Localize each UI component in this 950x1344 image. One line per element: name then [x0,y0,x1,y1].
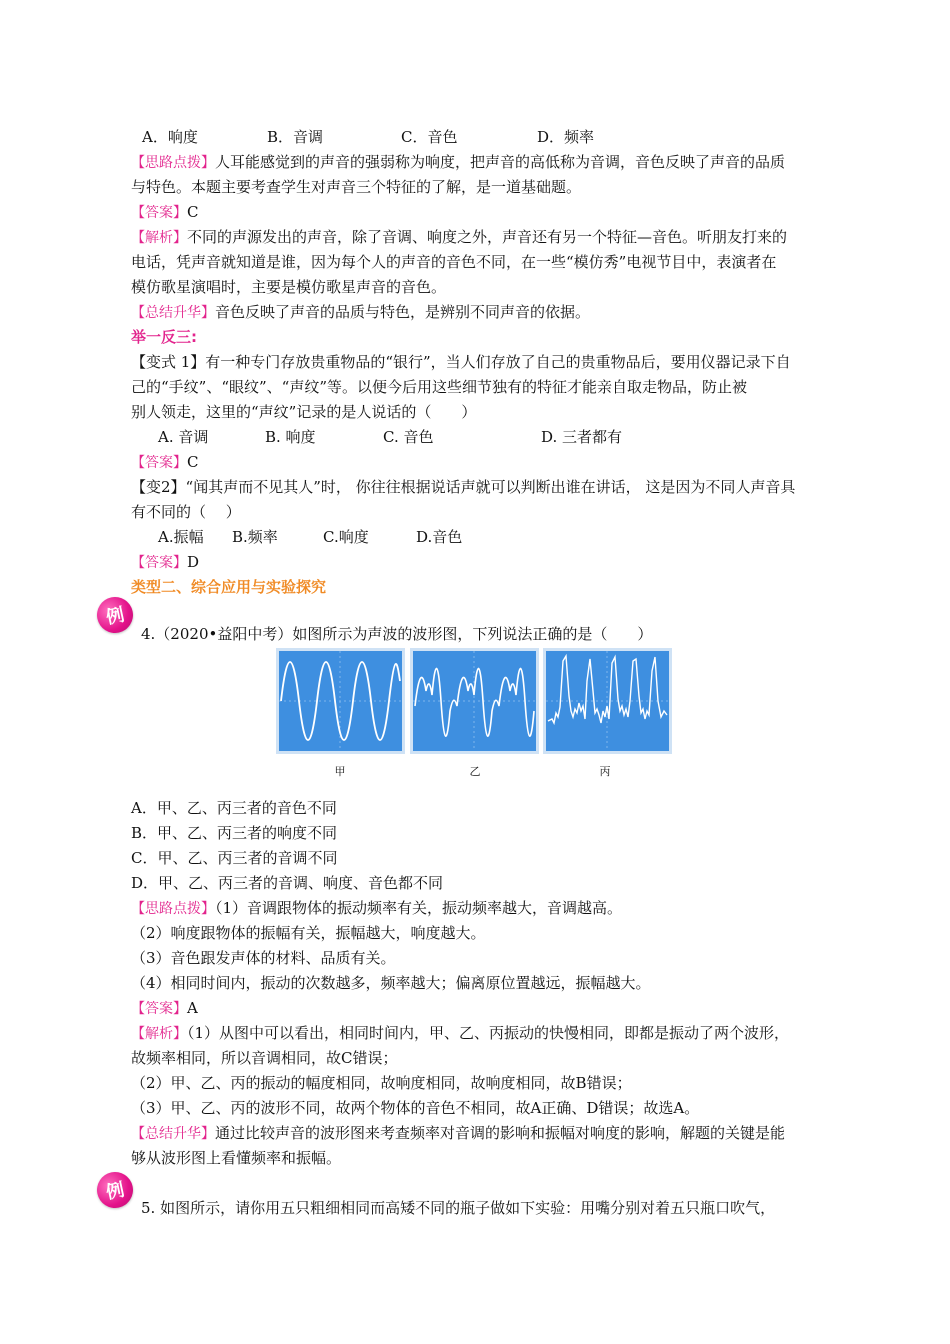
waveform-jia [276,648,405,754]
q4-analysis-4: （3）甲、乙、丙的波形不同，故两个物体的音色不相同，故A正确、D错误；故选A。 [131,1099,700,1117]
v2-answer [131,552,851,573]
q4-hint-text: （1）音调跟物体的振动频率有关，振动频率越大，音调越高。 [215,899,623,917]
q4-option-d: D．甲、乙、丙三者的音调、响度、音色都不同 [131,874,444,892]
figure-label-yi: 乙 [469,765,481,778]
v1-answer [131,452,851,473]
v2-option-b: B.频率 [232,528,278,546]
answer-tag: 【答案】 [131,205,187,221]
figure-label-jia: 甲 [334,765,346,778]
v2-option-a: A.振幅 [158,528,204,546]
v1-options [158,427,878,447]
q4-analysis-tag: 【解析】 [131,1026,187,1042]
v1-option-a: A. 音调 [158,428,209,446]
waveform-jia-graphic [279,651,402,751]
v2-answer-tag: 【答案】 [131,555,187,571]
v1-line-1: 【变式 1】有一种专门存放贵重物品的“银行”，当人们存放了自己的贵重物品后，要用仪器记录下自 [131,353,791,371]
q4-summary-2: 够从波形图上看懂频率和振幅。 [131,1149,342,1167]
prev-analysis-cont-1: 电话，凭声音就知道是谁，因为每个人的声音的音色不同，在一些“模仿秀”电视节目中，表演者在 [131,253,777,271]
hint-text: 人耳能感觉到的声音的强弱称为响度，把声音的高低称为音调，音色反映了声音的品质 [215,153,786,171]
figure-label-bing: 丙 [599,765,611,778]
option-b: B．音调 [267,128,324,146]
v1-line-2: 己的“手纹”、“眼纹”、“声纹”等。以便今后用这些细节独有的特征才能亲自取走物品，防止被 [131,378,748,396]
prev-hint [131,152,851,173]
waveform-bing [543,648,672,754]
q4-option-c: C．甲、乙、丙三者的音调不同 [131,849,338,867]
q4-analysis-3: （2）甲、乙、丙的振动的幅度相同，故响度相同，故响度相同，故B错误； [131,1074,632,1092]
option-c: C．音色 [401,128,458,146]
prev-analysis [131,227,851,248]
q4-hint [131,898,851,919]
q4-answer-value: A [187,999,198,1017]
analysis-tag: 【解析】 [131,230,187,246]
q4-analysis [131,1023,851,1044]
v1-option-b: B. 响度 [265,428,316,446]
prev-hint-cont: 与特色。本题主要考查学生对声音三个特征的了解，是一道基础题。 [131,178,582,196]
prev-summary [131,302,851,323]
summary-text: 音色反映了声音的品质与特色，是辨别不同声音的依据。 [215,303,591,321]
section-heading: 类型二、综合应用与实验探究 [131,578,327,596]
q4-answer-tag: 【答案】 [131,1001,187,1017]
q4-hint-2: （2）响度跟物体的振幅有关，振幅越大，响度越大。 [131,924,486,942]
variations-heading: 举一反三: [131,328,197,346]
q4-hint-3: （3）音色跟发声体的材料、品质有关。 [131,949,396,967]
waveform-bing-graphic [546,651,669,751]
q4-summary-text: 通过比较声音的波形图来考查频率对音调的影响和振幅对响度的影响，解题的关键是能 [215,1124,786,1142]
v1-answer-tag: 【答案】 [131,455,187,471]
option-d: D．频率 [537,128,595,146]
q5-stem: 5. 如图所示，请你用五只粗细相同而高矮不同的瓶子做如下实验：用嘴分别对着五只瓶口吹气， [141,1199,776,1217]
q4-analysis-text: （1）从图中可以看出，相同时间内，甲、乙、丙振动的快慢相同，即都是振动了两个波形， [187,1024,790,1042]
prev-options [142,127,862,147]
answer-value: C [187,203,199,221]
q4-option-a: A．甲、乙、丙三者的音色不同 [131,799,337,817]
prev-analysis-cont-2: 模仿歌星演唱时，主要是模仿歌星声音的音色。 [131,278,447,296]
v2-options [158,527,878,547]
q4-stem: 4.（2020•益阳中考）如图所示为声波的波形图，下列说法正确的是（ ） [141,625,653,643]
q4-answer [131,998,851,1019]
prev-answer [131,202,851,223]
q4-summary [131,1123,851,1144]
hint-tag: 【思路点拨】 [131,155,215,171]
v2-line-1: 【变2】“闻其声而不见其人”时， 你往往根据说话声就可以判断出谁在讲话， 这是因为不同人声音具 [131,478,796,496]
q4-hint-4: （4）相同时间内，振动的次数越多，频率越大；偏离原位置越远，振幅越大。 [131,974,651,992]
v1-option-c: C. 音色 [383,428,434,446]
waveform-yi-graphic [413,651,536,751]
q4-option-b: B．甲、乙、丙三者的响度不同 [131,824,338,842]
q4-analysis-2: 故频率相同，所以音调相同，故C错误； [131,1049,398,1067]
waveform-yi [410,648,539,754]
q4-hint-tag: 【思路点拨】 [131,901,215,917]
option-a: A．响度 [142,128,198,146]
example-badge-icon: 例 [94,1169,137,1212]
v2-line-2: 有不同的（ ） [131,503,241,521]
v2-option-d: D.音色 [416,528,463,546]
summary-tag: 【总结升华】 [131,305,215,321]
v1-line-3: 别人领走，这里的“声纹”记录的是人说话的（ ） [131,403,477,421]
v2-option-c: C.响度 [323,528,369,546]
v1-option-d: D. 三者都有 [541,428,623,446]
v1-answer-value: C [187,453,199,471]
example-badge-icon: 例 [94,594,137,637]
q4-summary-tag: 【总结升华】 [131,1126,215,1142]
analysis-text: 不同的声源发出的声音，除了音调、响度之外，声音还有另一个特征—音色。听朋友打来的 [187,228,788,246]
v2-answer-value: D [187,553,200,571]
